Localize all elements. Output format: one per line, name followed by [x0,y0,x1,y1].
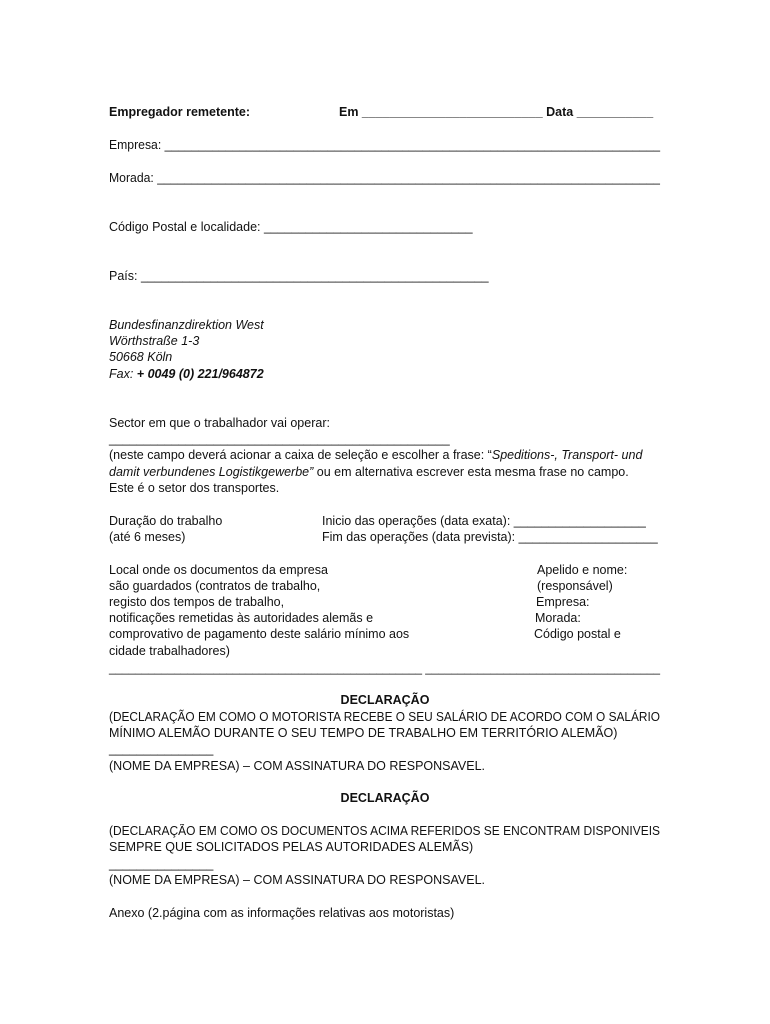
responsible-company-label: Empresa: [536,595,590,609]
declaration-2-signature-blank: _______________ [109,857,214,871]
sector-blank: _________________________________________________ [109,432,450,446]
responsible-postal-label: Código postal e [534,627,621,641]
sector-note-line-3: Este é o setor dos transportes. [109,481,280,495]
annex-note: Anexo (2.página com as informações relativas aos motoristas) [109,906,455,920]
sector-label: Sector em que o trabalhador vai operar: [109,416,330,430]
address-line-2: Wörthstraße 1-3 [109,334,200,348]
sector-note-phrase: Speditions-, Transport- und [491,448,643,462]
responsible-name-label: Apelido e nome: [537,563,628,577]
morada-field: Morada: __________________________________________________________________________ [109,171,660,185]
documents-separator: ________________________________________________ ____________________________________ [109,661,661,675]
end-date-field: Fim das operações (data prevista): ____________________ [322,530,658,544]
responsible-label: (responsável) [537,579,613,593]
documents-line-1: Local onde os documentos da empresa [109,563,328,577]
responsible-address-label: Morada: [535,611,581,625]
declaration-2-signature-label: (NOME DA EMPRESA) – COM ASSINATURA DO RESPONSAVEL. [109,873,486,887]
sector-note-phrase-end: damit verbundenes Logistikgewerbe” [109,465,314,479]
fax-number: + 0049 (0) 221/964872 [136,367,264,381]
declaration-2-line-2: SEMPRE QUE SOLICITADOS PELAS AUTORIDADES ALEMÃS) [109,840,474,854]
sector-note-line-1 [109,447,642,463]
postal-code-field: Código Postal e localidade: ______________________________ [109,220,473,234]
documents-line-4: notificações remetidas às autoridades alemãs e [109,611,374,625]
empresa-field: Empresa: _________________________________________________________________________ [109,138,661,152]
declaration-2-line-1: (DECLARAÇÃO EM COMO OS DOCUMENTOS ACIMA REFERIDOS SE ENCONTRAM DISPONIVEIS [109,824,661,838]
country-field: País: __________________________________________________ [109,269,489,283]
documents-line-5: comprovativo de pagamento deste salário mínimo aos [109,627,410,641]
declaration-1-title: DECLARAÇÃO [340,693,430,707]
address-line-1: Bundesfinanzdirektion West [109,318,264,332]
declaration-1-line-2: MÍNIMO ALEMÃO DURANTE O SEU TEMPO DE TRABALHO EM TERRITÓRIO ALEMÃO) [109,726,618,740]
declaration-1-line-1: (DECLARAÇÃO EM COMO O MOTORISTA RECEBE O SEU SALÁRIO DE ACORDO COM O SALÁRIO [109,710,660,724]
declaration-2-title: DECLARAÇÃO [340,791,430,805]
declaration-1-signature-blank: _______________ [109,742,214,756]
date-line: Em __________________________ Data ___________ [339,105,654,119]
sender-label: Empregador remetente: [109,105,251,119]
duration-limit: (até 6 meses) [109,530,186,544]
start-date-field: Inicio das operações (data exata): ___________________ [322,514,646,528]
duration-label: Duração do trabalho [109,514,223,528]
address-line-3: 50668 Köln [109,350,173,364]
documents-line-2: são guardados (contratos de trabalho, [109,579,321,593]
sector-note-text: (neste campo deverá acionar a caixa de seleção e escolher a frase: “ [109,448,492,462]
documents-line-6: cidade trabalhadores) [109,644,230,658]
fax-line [109,366,264,382]
sector-note-line-2 [109,464,629,480]
sector-note-text-end: ou em alternativa escrever esta mesma frase no campo. [313,465,629,479]
declaration-1-signature-label: (NOME DA EMPRESA) – COM ASSINATURA DO RESPONSAVEL. [109,759,486,773]
documents-line-3: registo dos tempos de trabalho, [109,595,285,609]
fax-label: Fax: [109,367,137,381]
